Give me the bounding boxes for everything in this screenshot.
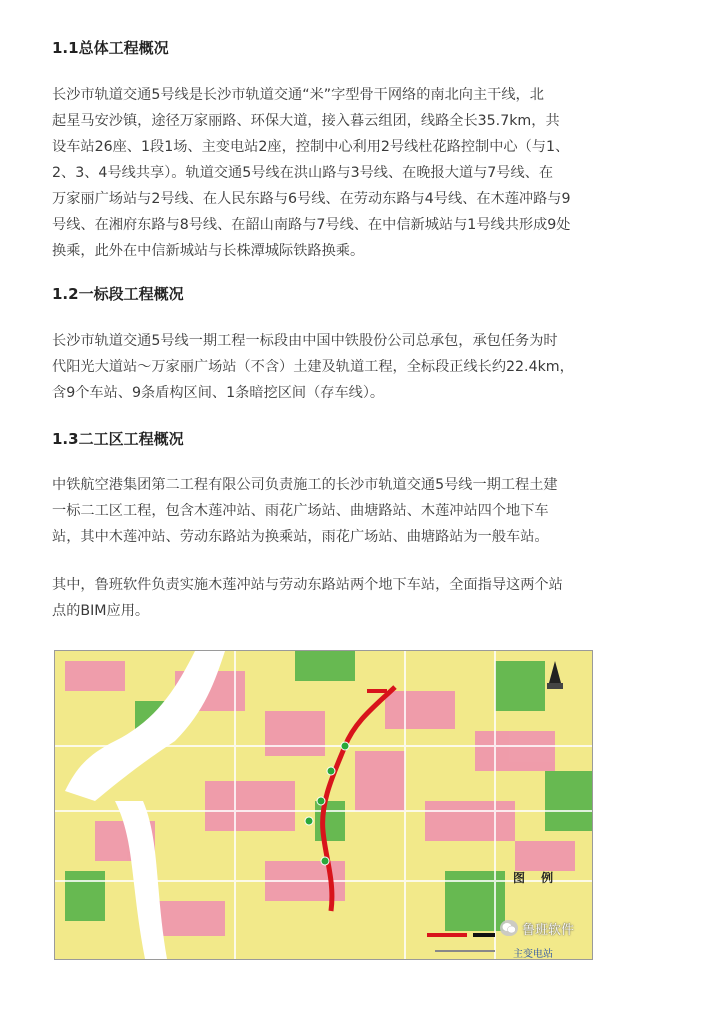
paragraph-line: 设车站26座、1段1场、主变电站2座，控制中心利用2号线杜花路控制中心（与1、: [52, 139, 570, 155]
closing-paragraph: [52, 572, 563, 624]
paragraph-line: 长沙市轨道交通5号线是长沙市轨道交通“米”字型骨干网络的南北向主干线，北: [52, 87, 544, 103]
paragraph-line: 起星马安沙镇，途径万家丽路、环保大道，接入暮云组团，线路全长35.7km，共: [52, 113, 560, 129]
paragraph-line: 含9个车站、9条盾构区间、1条暗挖区间（存车线）。: [52, 385, 385, 401]
paragraph-line: 长沙市轨道交通5号线一期工程一标段由中国中铁股份公司总承包，承包任务为时: [52, 333, 558, 349]
section-heading-1-3: 1.3二工区工程概况: [52, 430, 184, 448]
paragraph-line: 换乘，此外在中信新城站与长株潭城际铁路换乘。: [52, 243, 365, 259]
paragraph-line: 站，其中木莲冲站、劳动东路站为换乘站，雨花广场站、曲塘路站为一般车站。: [52, 529, 549, 545]
paragraph-line: 万家丽广场站与2号线、在人民东路与6号线、在劳动东路与4号线、在木莲冲路与9: [52, 191, 571, 207]
section-heading-1-2: 1.2一标段工程概况: [52, 285, 184, 303]
watermark-text: 鲁班软件: [522, 922, 575, 938]
wechat-icon: [500, 920, 518, 936]
route-map-image: [54, 650, 593, 960]
map-legend-title: 图 例: [513, 871, 560, 885]
paragraph-line: 其中，鲁班软件负责实施木莲冲站与劳动东路站两个地下车站，全面指导这两个站: [52, 577, 563, 593]
section-heading-1-1: 1.1总体工程概况: [52, 39, 169, 57]
paragraph-line: 一标二工区工程，包含木莲冲站、雨花广场站、曲塘路站、木莲冲站四个地下车: [52, 503, 549, 519]
section-paragraph-1-3: [52, 472, 558, 550]
paragraph-line: 代阳光大道站～万家丽广场站（不含）土建及轨道工程，全标段正线长约22.4km，: [52, 359, 574, 375]
paragraph-line: 中铁航空港集团第二工程有限公司负责施工的长沙市轨道交通5号线一期工程土建: [52, 477, 558, 493]
paragraph-line: 点的BIM应用。: [52, 603, 150, 619]
map-legend-label: 主变电站: [513, 949, 553, 960]
watermark: [500, 915, 574, 941]
route-map-illustration: [55, 651, 592, 959]
section-paragraph-1-1: [52, 82, 570, 264]
section-paragraph-1-2: [52, 328, 574, 406]
paragraph-line: 2、3、4号线共享）。轨道交通5号线在洪山路与3号线、在晚报大道与7号线、在: [52, 165, 554, 181]
paragraph-line: 号线、在湘府东路与8号线、在韶山南路与7号线、在中信新城站与1号线共形成9处: [52, 217, 571, 233]
